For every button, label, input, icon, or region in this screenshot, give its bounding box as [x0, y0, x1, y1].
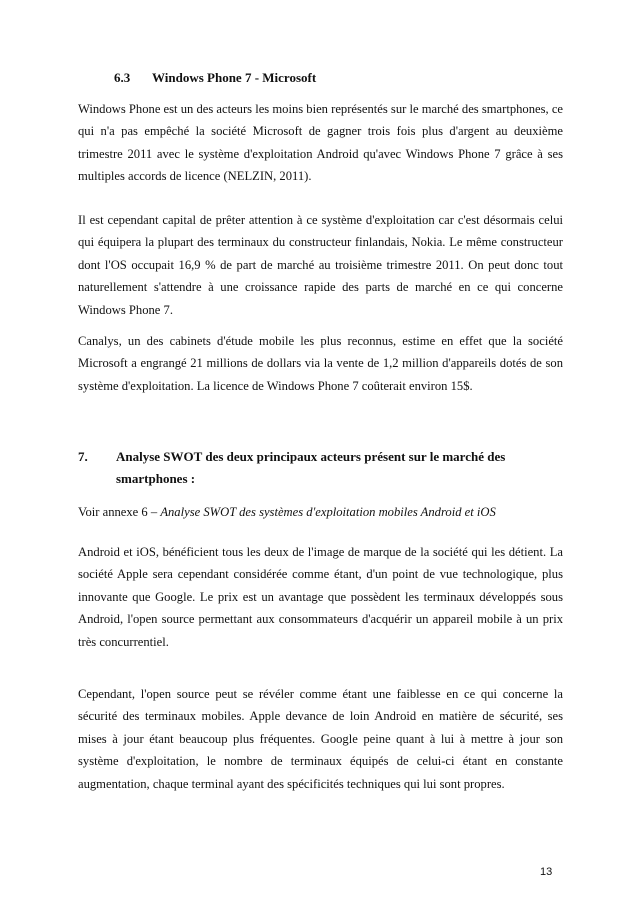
paragraph-open-source-security: Cependant, l'open source peut se révéler comme étant une faiblesse en ce qui concerne la sécurité des terminaux mobiles. Apple devance de loin Android en matière de sécurité, ses mises à jour étant beaucoup plus fréquentes. Google peine quant à lui à mettre à jour son système d'exploitation, le nombre de terminaux équipés de celui-ci étant en constante augmentation, chaque terminal ayant des spécificités techniques qui lui sont propres. [78, 687, 563, 791]
paragraph-nokia: Il est cependant capital de prêter attention à ce système d'exploitation car c'est désormais celui qui équipera la plupart des terminaux du constructeur finlandais, Nokia. Le même constructeur dont l'OS occupait 16,9 % de part de marché au troisième trimestre 2011. On peut donc tout naturellement s'attendre à une croissance rapide des parts de marché en ce qui concerne Windows Phone 7. [78, 213, 563, 317]
paragraph-windows-phone-intro: Windows Phone est un des acteurs les moins bien représentés sur le marché des smartphones, ce qui n'a pas empêché la société Microsoft de gagner trois fois plus d'argent au deuxième trimestre 2011 avec le système d'exploitation Android qu'avec Windows Phone 7 grâce à ses multiples accords de licence (NELZIN, 2011). [78, 102, 563, 184]
paragraph-android-ios: Android et iOS, bénéficient tous les deux de l'image de marque de la société qui les détient. La société Apple sera cependant considérée comme étant, d'un point de vue technologique, plus innovante que Google. Le prix est un avantage que possèdent les terminaux développés sous Android, l'open source permettant aux consommateurs d'acquérir un appareil mobile à un prix très concurrentiel. [78, 545, 563, 649]
section-number: 6.3 [114, 70, 131, 85]
annex-reference [78, 505, 496, 520]
page-number: 13 [540, 866, 553, 878]
annex-prefix: Voir annexe 6 – [78, 505, 161, 519]
section-heading-7 [78, 446, 563, 490]
section-number: 7. [78, 449, 88, 464]
section-title: Windows Phone 7 - Microsoft [152, 70, 317, 85]
annex-title: Analyse SWOT des systèmes d'exploitation mobiles Android et iOS [160, 505, 496, 519]
section-title: Analyse SWOT des deux principaux acteurs présent sur le marché des smartphones : [116, 449, 506, 486]
paragraph-canalys: Canalys, un des cabinets d'étude mobile les plus reconnus, estime en effet que la société Microsoft a engrangé 21 millions de dollars via la vente de 1,2 million d'appareils dotés de son système d'exploitation. La licence de Windows Phone 7 coûterait environ 15$. [78, 334, 563, 393]
section-heading-6-3 [114, 70, 316, 86]
